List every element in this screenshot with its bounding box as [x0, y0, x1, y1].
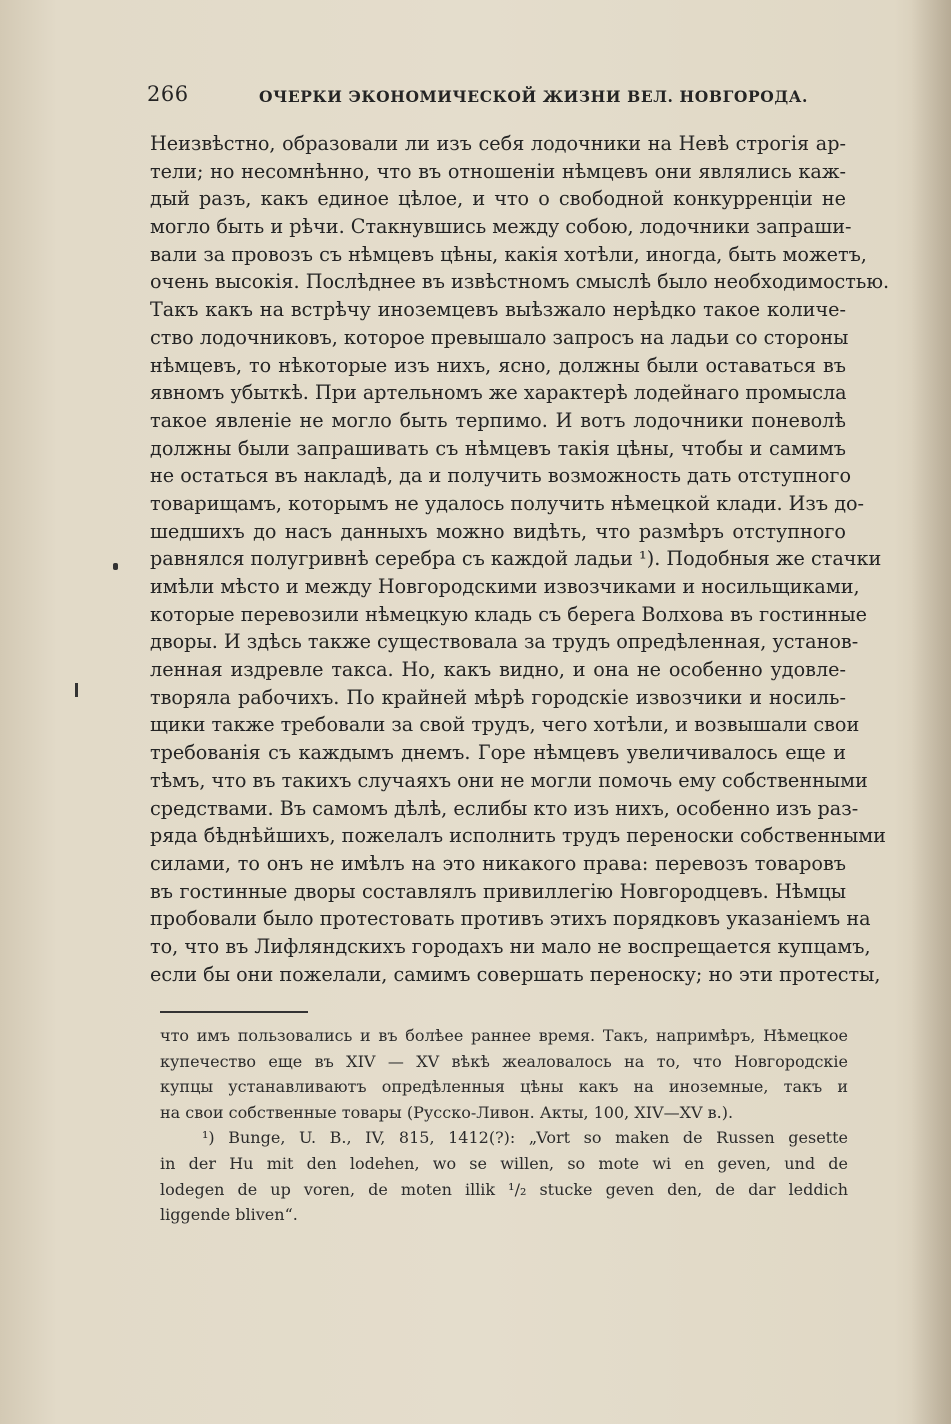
ink-mark: [75, 683, 78, 697]
footnote-line: in der Hu mit den lodehen, wo se willen, so mote wi en geven, und de: [160, 1153, 848, 1173]
footnote-line: lodegen de up voren, de moten illik ¹/₂ stucke geven den, de dar leddich: [160, 1179, 848, 1199]
footnote-line: liggende bliven“.: [160, 1205, 298, 1225]
text-line: очень высокія. Послѣднее въ извѣстномъ смыслѣ было необходимостью.: [150, 270, 890, 294]
text-line: товарищамъ, которымъ не удалось получить нѣмецкой клади. Изъ до-: [150, 491, 865, 515]
body-text: [150, 130, 890, 988]
text-line: дый разъ, какъ единое цѣлое, и что о свободной конкурренціи не: [150, 187, 846, 211]
text-line: въ гостинные дворы составлялъ привиллегію Новгородцевъ. Нѣмцы: [150, 879, 846, 903]
text-line: дворы. И здѣсь также существовала за трудъ опредѣленная, установ-: [150, 630, 859, 654]
ink-mark: [113, 563, 118, 570]
text-line: такое явленіе не могло быть терпимо. И вотъ лодочники поневолѣ: [150, 408, 846, 432]
text-line: вали за провозъ съ нѣмцевъ цѣны, какія хотѣли, иногда, быть можетъ,: [150, 242, 867, 266]
text-line: Такъ какъ на встрѣчу иноземцевъ выѣзжало нерѣдко такое количе-: [150, 298, 846, 322]
text-line: Неизвѣстно, образовали ли изъ себя лодочники на Невѣ строгія ар-: [150, 132, 846, 155]
text-line: шедшихъ до насъ данныхъ можно видѣть, что размѣръ отступного: [150, 519, 846, 543]
text-line: ряда бѣднѣйшихъ, пожелалъ исполнить трудъ переноски собственными: [150, 824, 886, 848]
text-line: ство лодочниковъ, которое превышало запросъ на ладьи со стороны: [150, 325, 849, 349]
footnote-line: что имъ пользовались и въ болѣее раннее время. Такъ, напримѣръ, Нѣмецкое: [160, 1026, 848, 1045]
text-line: если бы они пожелали, самимъ совершать переноску; но эти протесты,: [150, 962, 881, 986]
text-line: творяла рабочихъ. По крайней мѣрѣ городскіе извозчики и носиль-: [150, 685, 846, 709]
text-line: должны были запрашивать съ нѣмцевъ такія цѣны, чтобы и самимъ: [150, 436, 846, 460]
text-line: пробовали было протестовать противъ этихъ порядковъ указаніемъ на: [150, 907, 871, 931]
text-line: тѣмъ, что въ такихъ случаяхъ они не могли помочь ему собственными: [150, 768, 868, 792]
text-line: требованія съ каждымъ днемъ. Горе нѣмцевъ увеличивалось еще и: [150, 741, 846, 765]
text-line: имѣли мѣсто и между Новгородскими извозчиками и носильщиками,: [150, 575, 860, 598]
text-line: то, что въ Лифляндскихъ городахъ ни мало не воспрещается купцамъ,: [150, 934, 871, 958]
page-number: 266: [147, 82, 189, 106]
footnote-line: ¹) Bunge, U. B., IV, 815, 1412(?): „Vort so maken de Russen gesette: [202, 1128, 848, 1148]
running-head: ОЧЕРКИ ЭКОНОМИЧЕСКОЙ ЖИЗНИ ВЕЛ. НОВГОРОДА.: [259, 87, 808, 106]
text-line: нѣмцевъ, то нѣкоторые изъ нихъ, ясно, должны были оставаться въ: [150, 353, 846, 377]
page-header: [147, 82, 847, 112]
text-line: которые перевозили нѣмецкую кладь съ берега Волхова въ гостинные: [150, 602, 868, 626]
text-line: ленная издревле такса. Но, какъ видно, и она не особенно удовле-: [150, 658, 846, 682]
footnote-line: купцы устанавливаютъ опредѣленныя цѣны какъ на иноземные, такъ и: [160, 1077, 848, 1097]
text-line: могло быть и рѣчи. Стакнувшись между собою, лодочники запраши-: [150, 215, 852, 239]
footnote-line: на свои собственные товары (Русско-Ливон. Акты, 100, XIV—XV в.).: [160, 1102, 734, 1122]
text-line: силами, то онъ не имѣлъ на это никакого права: перевозъ товаровъ: [150, 851, 846, 875]
text-line: тели; но несомнѣнно, что въ отношеніи нѣмцевъ они являлись каж-: [150, 159, 846, 183]
footnote-line: купечество еще въ XIV — XV вѣкѣ жеаловалось на то, что Новгородскіе: [160, 1051, 848, 1071]
footnotes: [160, 1023, 848, 1228]
page-edge-shadow: [911, 0, 951, 1424]
text-line: явномъ убыткѣ. При артельномъ же характерѣ лодейнаго промысла: [150, 381, 847, 405]
text-line: средствами. Въ самомъ дѣлѣ, еслибы кто изъ нихъ, особенно изъ раз-: [150, 796, 859, 820]
text-line: равнялся полугривнѣ серебра съ каждой ладьи ¹). Подобныя же стачки: [150, 547, 882, 571]
text-line: щики также требовали за свой трудъ, чего хотѣли, и возвышали свои: [150, 713, 860, 737]
footnote-rule: [160, 1011, 308, 1013]
text-line: не остаться въ накладѣ, да и получить возможность дать отступного: [150, 464, 851, 488]
